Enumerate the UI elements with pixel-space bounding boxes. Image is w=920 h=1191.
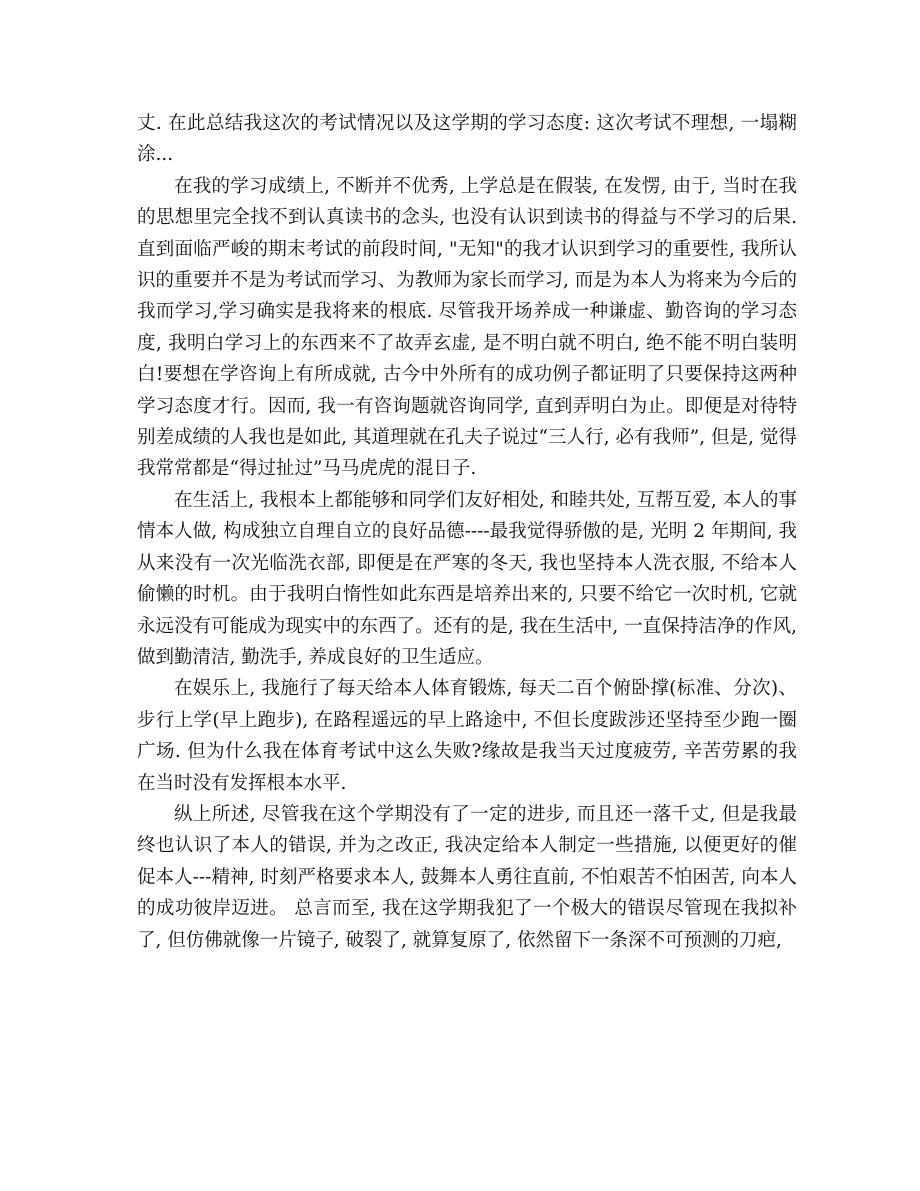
paragraph-recreation: 在娱乐上, 我施行了每天给本人体育锻炼, 每天二百个俯卧撑(标准、分次)、步行上学(早上跑步), 在路程遥远的早上路途中, 不但长度跋涉还坚持至少跑一圈广场. 但为什么我在体育考试中这么失败?缘故是我当天过度疲劳, 辛苦劳累的我在当时没有发挥根本水平. [137,678,797,794]
paragraph-summary: 纵上所述, 尽管我在这个学期没有了一定的进步, 而且还一落千丈, 但是我最终也认识了本人的错误, 并为之改正, 我决定给本人制定一些措施, 以便更好的催促本人---精神, 时刻严格要求本人, 鼓舞本人勇往直前, 不怕艰苦不怕困苦, 向本人的成功彼岸迈进。 总言而至, 我在这学期我犯了一个极大的错误尽管现在我拟补了, 但仿佛就像一片镜子, 破裂了, 就算复原了, 依然留下一条深不可预测的刀疤, [137,803,797,951]
paragraph-study: 在我的学习成绩上, 不断并不优秀, 上学总是在假装, 在发愣, 由于, 当时在我的思想里完全找不到认真读书的念头, 也没有认识到读书的得益与不学习的后果. 直到面临严峻的期末考试的前段时间, "无知"的我才认识到学习的重要性, 我所认识的重要并不是为考试而学习、为教师为家长而学习, 而是为本人为将来为今后的我而学习,学习确实是我将来的根底. 尽管我开场养成一种谦虚、勤咨询的学习态度, 我明白学习上的东西来不了故弄玄虚, 是不明白就不明白, 绝不能不明白装明白!要想在学咨询上有所成就, 古今中外所有的成功例子都证明了只要保持这两种学习态度才行。因而, 我一有咨询题就咨询同学, 直到弄明白为止。即便是对待特别差成绩的人我也是如此, 其道理就在孔夫子说过“三人行, 必有我师”, 但是, 觉得我常常都是“得过扯过”马马虎虎的混日子. [137,175,797,480]
paragraph-life: 在生活上, 我根本上都能够和同学们友好相处, 和睦共处, 互帮互爱, 本人的事情本人做, 构成独立自理自立的良好品德----最我觉得骄傲的是, 光明 2 年期间, 我从来没有一次光临洗衣部, 即便是在严寒的冬天, 我也坚持本人洗衣服, 不给本人偷懒的时机。由于我明白惰性如此东西是培养出来的, 只要不给它一次时机, 它就永远没有可能成为现实中的东西了。还有的是, 我在生活中, 一直保持洁净的作风, 做到勤清洁, 勤洗手, 养成良好的卫生适应。 [137,489,797,668]
paragraph-continuation: 丈. 在此总结我这次的考试情况以及这学期的学习态度: 这次考试不理想, 一塌糊涂... [137,113,797,166]
document-body [137,108,797,956]
